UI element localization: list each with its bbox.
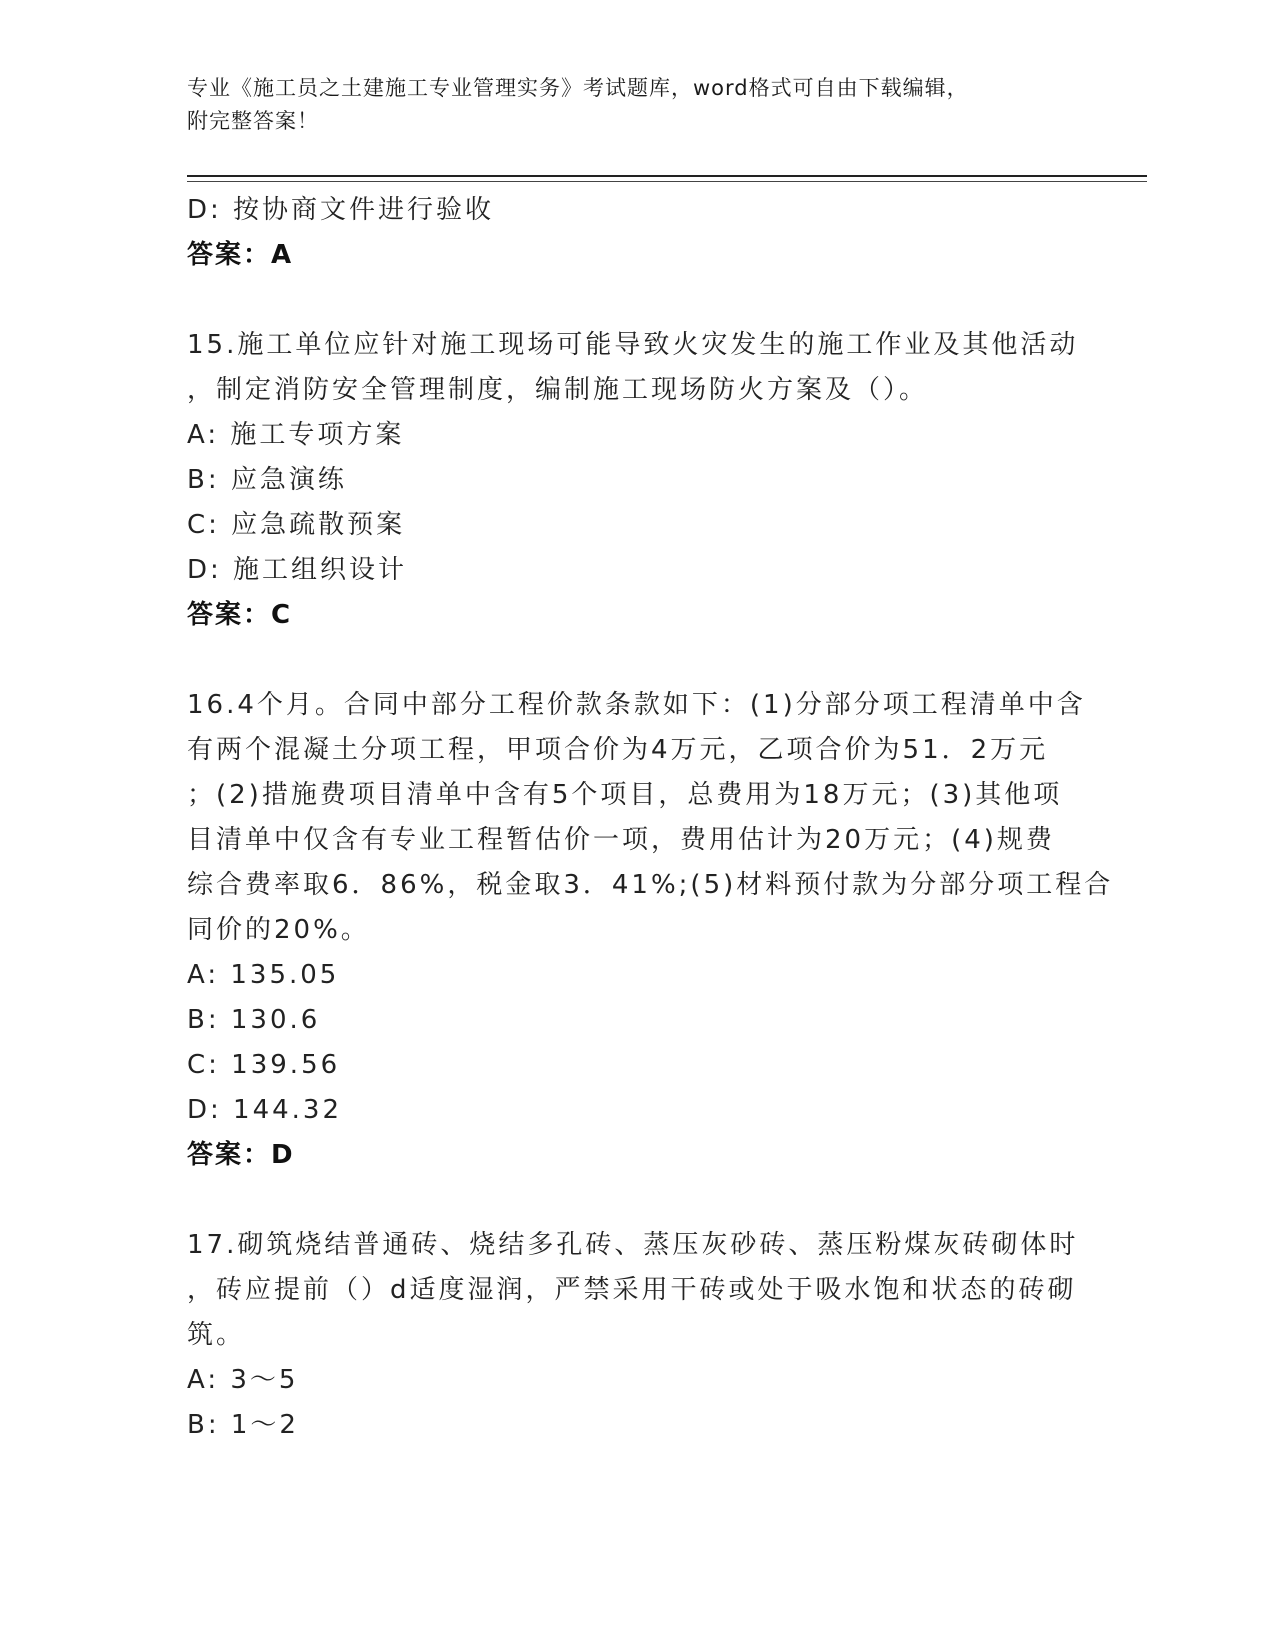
question-15 [187,323,1087,638]
question-stem-line: 17.砌筑烧结普通砖、烧结多孔砖、蒸压灰砂砖、蒸压粉煤灰砖砌体时 [187,1230,1079,1260]
header-divider-thick [187,175,1147,177]
answer-label: 答案：C [187,600,293,630]
question-14-tail [187,188,1087,278]
spacer [187,638,1087,683]
question-16 [187,683,1114,1178]
option-b: B: 1～2 [187,1410,299,1440]
option-d: D: 施工组织设计 [187,555,408,585]
header-title-line-1: 专业《施工员之土建施工专业管理实务》考试题库，word格式可自由下载编辑， [187,76,969,100]
answer-label: 答案：A [187,240,294,270]
question-stem-line: 同价的20%。 [187,915,370,945]
question-stem-line: 有两个混凝土分项工程，甲项合价为4万元，乙项合价为51．2万元 [187,735,1049,765]
question-stem-line: 15.施工单位应针对施工现场可能导致火灾发生的施工作业及其他活动 [187,330,1079,360]
option-b: B: 应急演练 [187,465,347,495]
question-stem-line: 综合费率取6．86%，税金取3．41%;(5)材料预付款为分部分项工程合 [187,870,1114,900]
option-a: A: 施工专项方案 [187,420,405,450]
option-d: D: 144.32 [187,1095,343,1125]
header-title-line-2: 附完整答案！ [187,109,319,133]
header-divider-thin [187,181,1147,182]
question-stem-line: ，制定消防安全管理制度，编制施工现场防火方案及（）。 [187,375,929,405]
question-stem-line: 16.4个月。合同中部分工程价款条款如下：(1)分部分项工程清单中含 [187,690,1086,720]
option-c: C: 139.56 [187,1050,341,1080]
question-content [187,188,1114,1448]
option-c: C: 应急疏散预案 [187,510,406,540]
answer-label: 答案：D [187,1140,295,1170]
option-d: D: 按协商文件进行验收 [187,195,495,225]
question-stem-line: ；(2)措施费项目清单中含有5个项目，总费用为18万元；(3)其他项 [187,780,1063,810]
question-stem-line: ，砖应提前（）d适度湿润，严禁采用干砖或处于吸水饱和状态的砖砌 [187,1275,1077,1305]
option-a: A: 135.05 [187,960,340,990]
document-header [187,72,1087,138]
spacer [187,278,1087,323]
question-17 [187,1223,1087,1448]
option-b: B: 130.6 [187,1005,321,1035]
spacer [187,1178,1087,1223]
question-stem-line: 目清单中仅含有专业工程暂估价一项，费用估计为20万元；(4)规费 [187,825,1055,855]
question-stem-line: 筑。 [187,1320,246,1350]
option-a: A: 3～5 [187,1365,299,1395]
